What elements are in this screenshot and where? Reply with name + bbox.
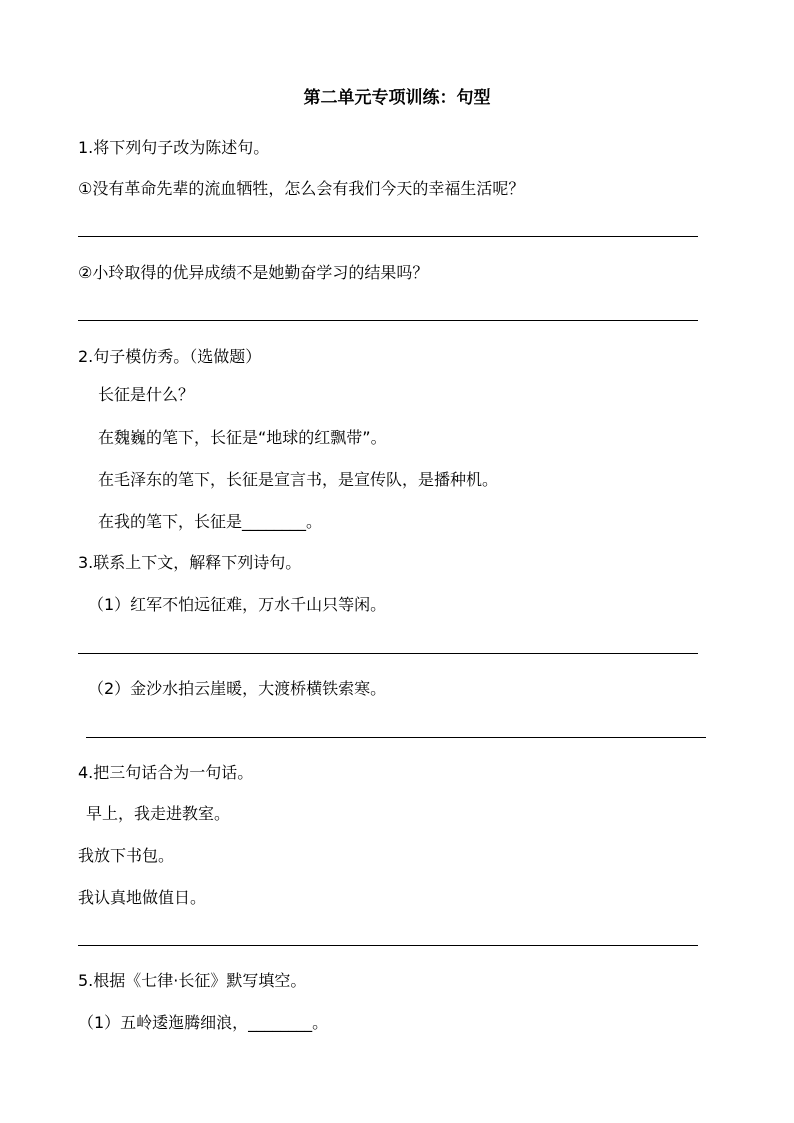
question-2-heading: 2.句子模仿秀。（选做题） bbox=[78, 347, 262, 366]
question-4-line-2: 我放下书包。 bbox=[78, 846, 175, 865]
answer-line[interactable] bbox=[78, 236, 698, 237]
question-1-heading: 1.将下列句子改为陈述句。 bbox=[78, 138, 270, 157]
question-1-item-1: ①没有革命先辈的流血牺牲，怎么会有我们今天的幸福生活呢？ bbox=[78, 179, 525, 198]
answer-line[interactable] bbox=[78, 945, 698, 946]
question-2-line-3: 在毛泽东的笔下，长征是宣言书，是宣传队，是播种机。 bbox=[98, 470, 499, 489]
question-4-line-3: 我认真地做值日。 bbox=[78, 888, 207, 907]
question-2-line-2: 在魏巍的笔下，长征是“地球的红飘带”。 bbox=[98, 428, 387, 447]
question-5-item-1: （1）五岭逶迤腾细浪，________。 bbox=[78, 1013, 329, 1032]
question-2-line-4: 在我的笔下，长征是________。 bbox=[98, 512, 323, 531]
page-title: 第二单元专项训练：句型 bbox=[303, 88, 491, 108]
question-3-heading: 3.联系上下文，解释下列诗句。 bbox=[78, 553, 302, 572]
question-3-item-2: （2）金沙水拍云崖暖，大渡桥横铁索寒。 bbox=[88, 679, 387, 698]
question-3-item-1: （1）红军不怕远征难，万水千山只等闲。 bbox=[88, 595, 387, 614]
answer-line[interactable] bbox=[78, 320, 698, 321]
question-4-heading: 4.把三句话合为一句话。 bbox=[78, 763, 254, 782]
question-5-heading: 5.根据《七律·长征》默写填空。 bbox=[78, 971, 307, 990]
answer-line[interactable] bbox=[86, 737, 706, 738]
answer-line[interactable] bbox=[78, 653, 698, 654]
question-1-item-2: ②小玲取得的优异成绩不是她勤奋学习的结果吗？ bbox=[78, 263, 429, 282]
question-4-line-1: 早上，我走进教室。 bbox=[86, 804, 231, 823]
question-2-line-1: 长征是什么？ bbox=[98, 385, 195, 404]
